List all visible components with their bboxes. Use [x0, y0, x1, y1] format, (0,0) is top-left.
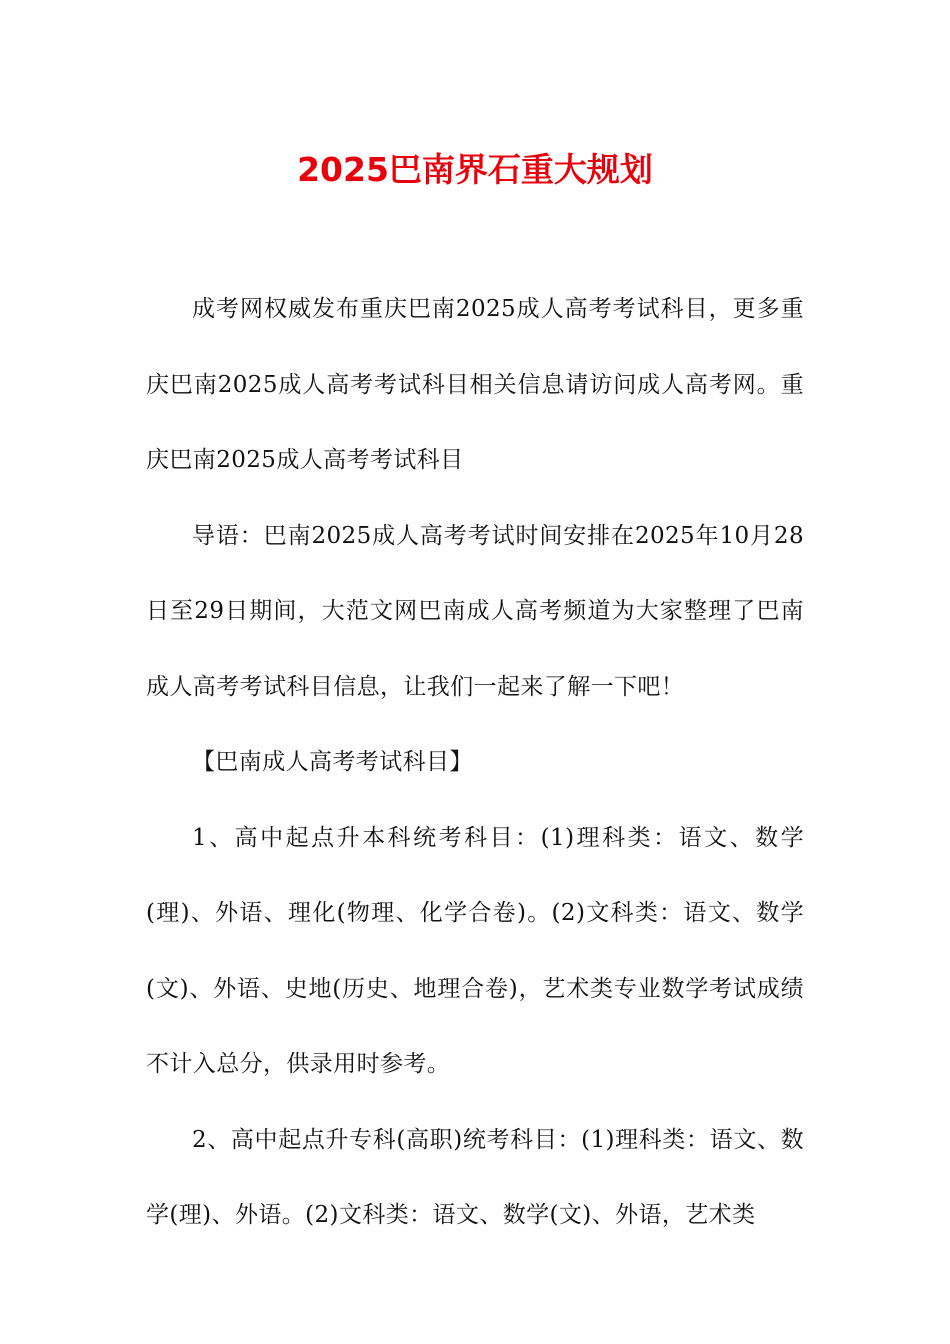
- paragraph-item-1: 1、高中起点升本科统考科目：(1)理科类：语文、数学(理)、外语、理化(物理、化学合卷)。(2)文科类：语文、数学(文)、外语、史地(历史、地理合卷)，艺术类专业数学考试成绩不计入总分，供录用时参考。: [146, 824, 804, 1077]
- section-heading: 【巴南成人高考考试科目】: [192, 749, 473, 775]
- paragraph-item-2: 2、高中起点升专科(高职)统考科目：(1)理科类：语文、数学(理)、外语。(2)文科类：语文、数学(文)、外语，艺术类: [146, 1126, 804, 1228]
- paragraph-intro: 成考网权威发布重庆巴南2025成人高考考试科目，更多重庆巴南2025成人高考考试科目相关信息请访问成人高考网。重庆巴南2025成人高考考试科目: [146, 296, 804, 473]
- document-title: 2025巴南界石重大规划: [297, 150, 653, 189]
- paragraph-lead: 导语：巴南2025成人高考考试时间安排在2025年10月28日至29日期间，大范文网巴南成人高考频道为大家整理了巴南成人高考考试科目信息，让我们一起来了解一下吧！: [146, 522, 804, 700]
- document-body: [146, 272, 804, 1254]
